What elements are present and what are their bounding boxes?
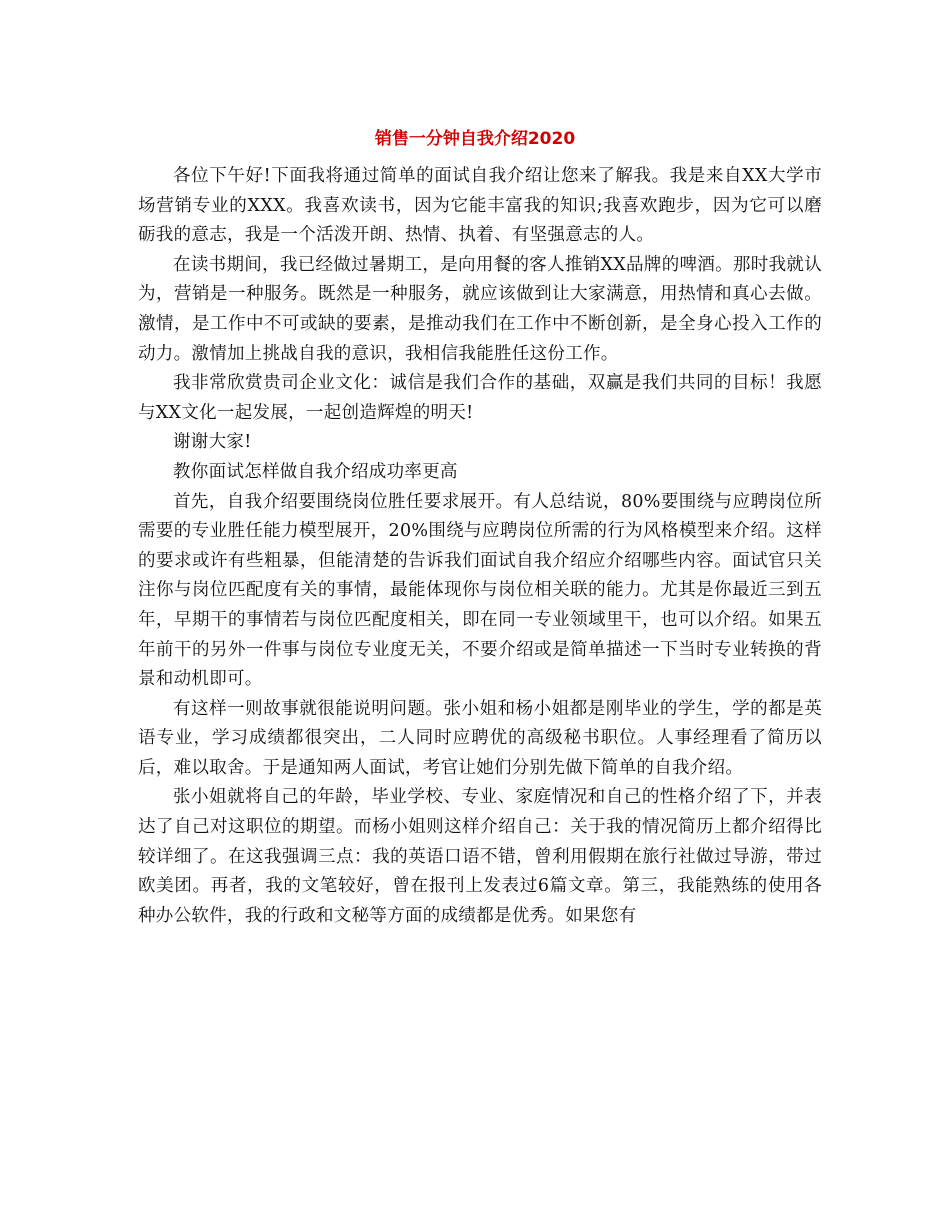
paragraph-story: 有这样一则故事就很能说明问题。张小姐和杨小姐都是刚毕业的学生，学的都是英语专业，学习成绩都很突出，二人同时应聘优的高级秘书职位。人事经理看了简历以后，难以取舍。于是通知两人面试，考官让她们分别先做下简单的自我介绍。 (138, 698, 822, 778)
paragraph-subheading: 教你面试怎样做自我介绍成功率更高 (173, 461, 458, 482)
paragraph-comparison: 张小姐就将自己的年龄，毕业学校、专业、家庭情况和自己的性格介绍了下，并表达了自己对这职位的期望。而杨小姐则这样介绍自己：关于我的情况简历上都介绍得比较详细了。在这我强调三点：我的英语口语不错，曾利用假期在旅行社做过导游，带过欧美团。再者，我的文笔较好，曾在报刊上发表过6篇文章。第三，我能熟练的使用各种办公软件，我的行政和文秘等方面的成绩都是优秀。如果您有 (138, 787, 822, 926)
document-body (138, 162, 822, 931)
paragraph-culture: 我非常欣赏贵司企业文化：诚信是我们合作的基础，双赢是我们共同的目标！我愿与XX文化一起发展，一起创造辉煌的明天! (138, 373, 822, 423)
paragraph-experience: 在读书期间，我已经做过暑期工，是向用餐的客人推销XX品牌的啤酒。那时我就认为，营销是一种服务。既然是一种服务，就应该做到让大家满意，用热情和真心去做。激情，是工作中不可或缺的要素，是推动我们在工作中不断创新，是全身心投入工作的动力。激情加上挑战自我的意识，我相信我能胜任这份工作。 (138, 254, 822, 364)
document-title: 销售一分钟自我介绍2020 (374, 129, 576, 149)
paragraph-greeting: 各位下午好!下面我将通过简单的面试自我介绍让您来了解我。我是来自XX大学市场营销专业的XXX。我喜欢读书，因为它能丰富我的知识;我喜欢跑步，因为它可以磨砺我的意志，我是一个活泼开朗、热情、执着、有坚强意志的人。 (138, 166, 822, 246)
paragraph-thanks: 谢谢大家! (173, 432, 252, 453)
paragraph-first-point: 首先，自我介绍要围绕岗位胜任要求展开。有人总结说，80%要围绕与应聘岗位所需要的专业胜任能力模型展开，20%围绕与应聘岗位所需的行为风格模型来介绍。这样的要求或许有些粗暴，但能清楚的告诉我们面试自我介绍应介绍哪些内容。面试官只关注你与岗位匹配度有关的事情，最能体现你与岗位相关联的能力。尤其是你最近三到五年，早期干的事情若与岗位匹配度相关，即在同一专业领域里干，也可以介绍。如果五年前干的另外一件事与岗位专业度无关，不要介绍或是简单描述一下当时专业转换的背景和动机即可。 (138, 491, 822, 690)
